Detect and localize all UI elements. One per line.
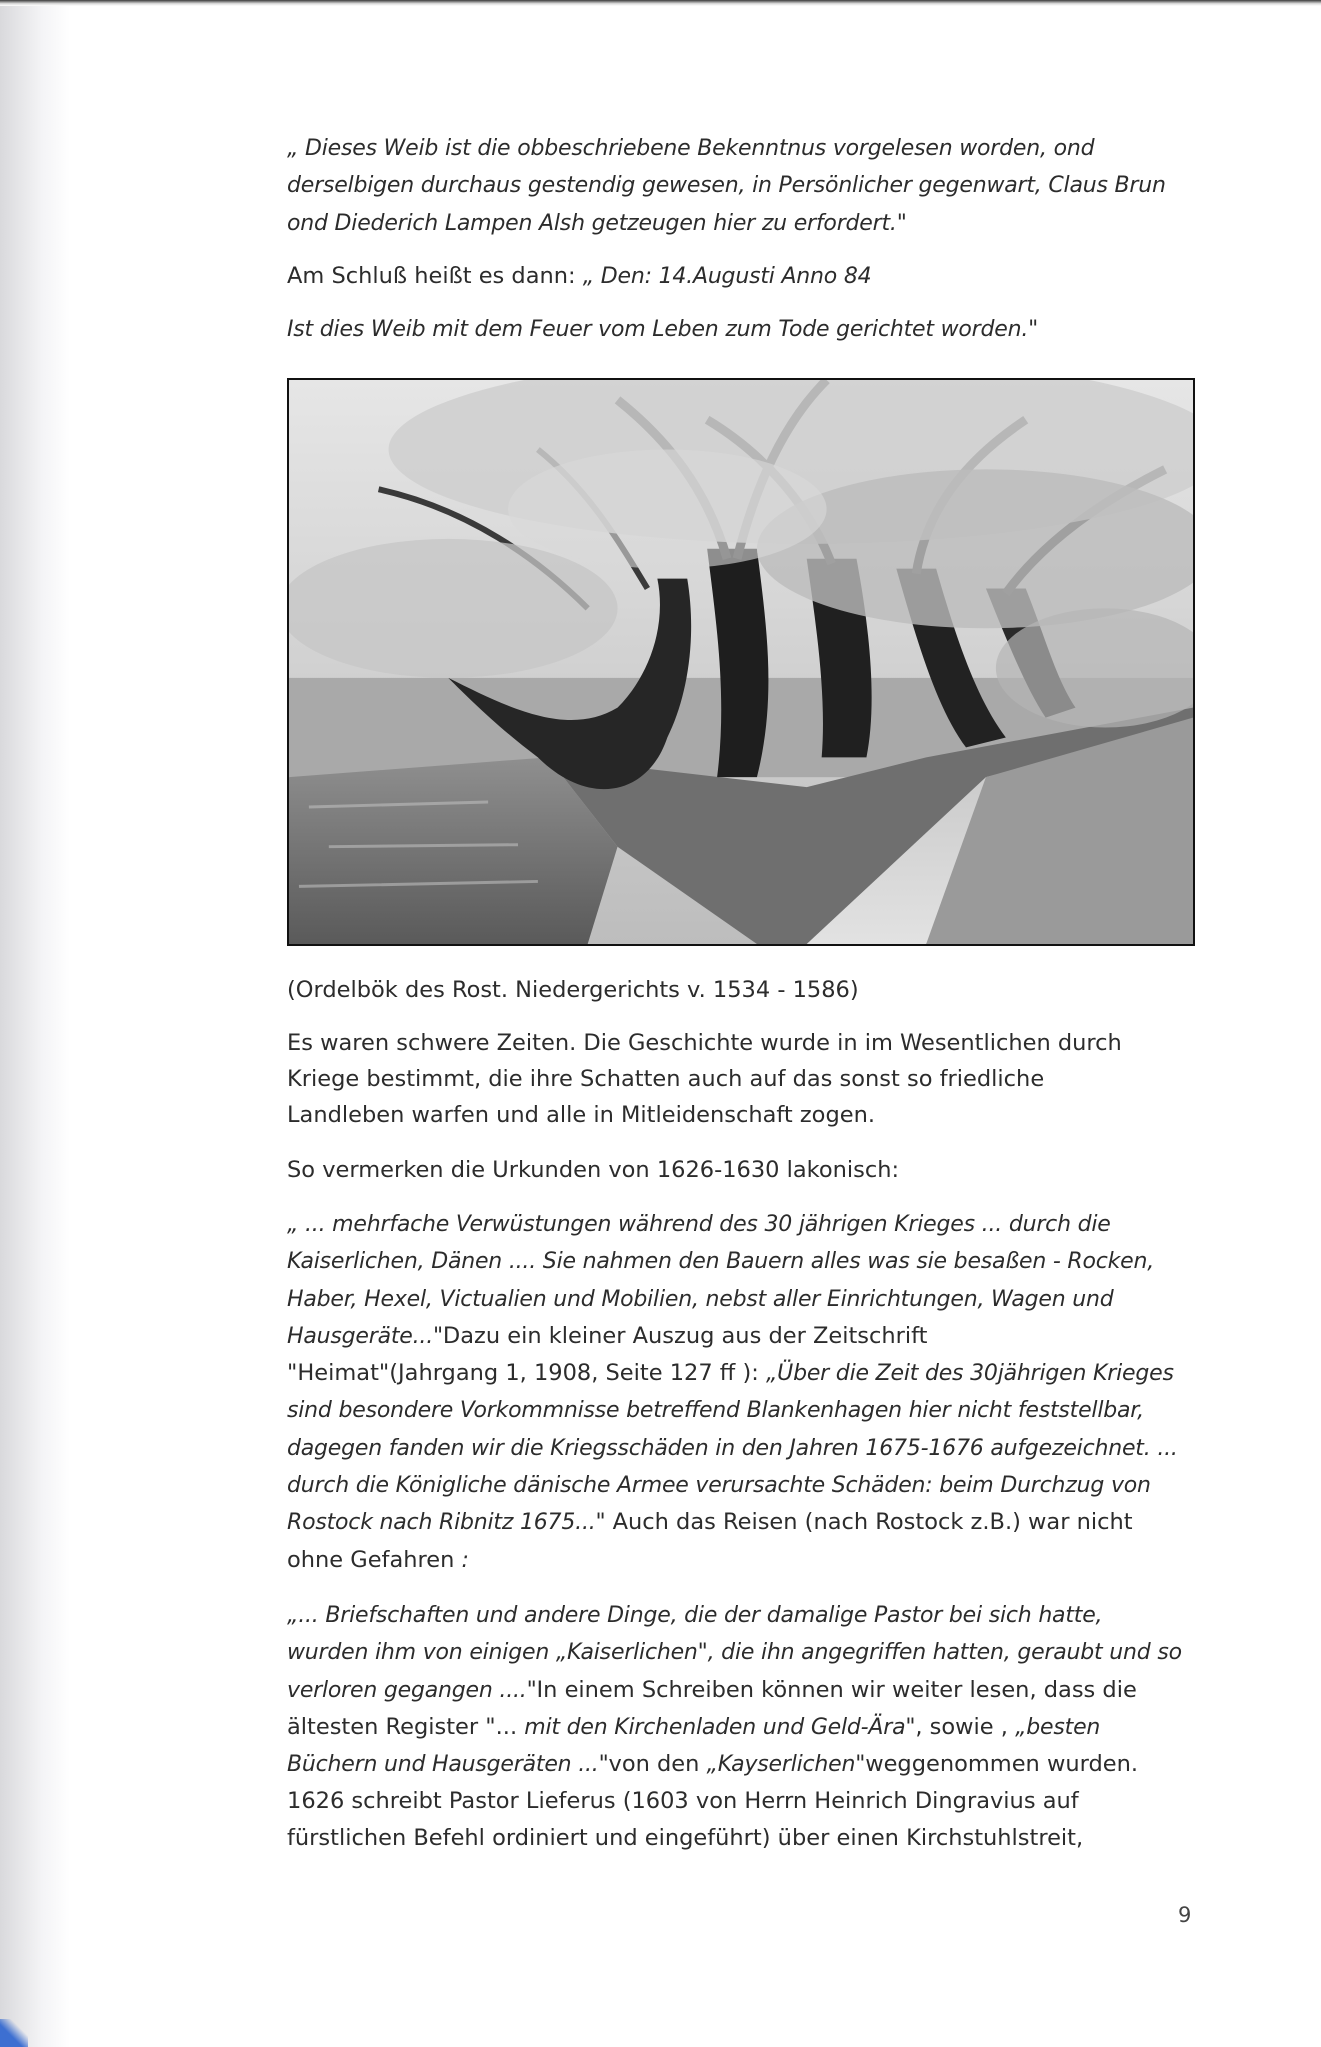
quoted-text: :: [461, 1547, 469, 1573]
text-line: [287, 1672, 1187, 1709]
text-line: [287, 1152, 1187, 1188]
text-line: [287, 1243, 1187, 1280]
scan-corner: [0, 2019, 28, 2047]
text-line: [287, 1392, 1187, 1429]
quoted-text: wurden ihm von einigen „Kaiserlichen", die ihn angegriffen hatten, geraubt und so: [287, 1640, 1182, 1666]
text-line: [287, 1097, 1187, 1133]
photo-caption: (Ordelbök des Rost. Niedergerichts v. 1534 - 1586): [287, 977, 859, 1004]
body-text: Auch das Reisen (nach Rostock z.B.) war nicht: [605, 1509, 1133, 1536]
page-shadow: [0, 0, 70, 2047]
quoted-text: derselbigen durchaus gestendig gewesen, in Persönlicher gegenwart, Claus Brun: [287, 173, 1166, 199]
text-line: [287, 130, 1187, 167]
text-line: [287, 1430, 1187, 1467]
body-text: Es waren schwere Zeiten. Die Geschichte wurde in im Wesentlichen durch: [287, 1029, 1122, 1056]
text-block-top: [287, 130, 1187, 348]
quoted-text: Rostock nach Ribnitz 1675...": [287, 1510, 606, 1536]
text-line: [287, 1025, 1187, 1061]
text-line: [287, 1783, 1187, 1819]
quoted-text: verloren gegangen ....": [287, 1677, 537, 1703]
body-text: "Heimat"(Jahrgang 1, 1908, Seite 127 ff ):: [287, 1360, 766, 1387]
quoted-text: ond Diederich Lampen Alsh getzeugen hier zu erfordert.": [287, 210, 907, 236]
quoted-text: „... Briefschaften und andere Dinge, die der damalige Pastor bei sich hatte,: [287, 1602, 1103, 1628]
text-line: [287, 311, 1187, 348]
body-text: So vermerken die Urkunden von 1626-1630 lakonisch:: [287, 1156, 900, 1183]
text-line: [287, 1709, 1187, 1746]
quoted-text: dagegen fanden wir die Kriegsschäden in den Jahren 1675-1676 aufgezeichnet. ...: [287, 1435, 1178, 1461]
body-text: ohne Gefahren: [287, 1546, 462, 1573]
paragraph-briefschaften: [287, 1597, 1187, 1856]
quoted-text: Hausgeräte...": [287, 1323, 443, 1349]
text-line: [287, 1820, 1187, 1856]
text-line: [287, 1467, 1187, 1504]
quoted-text: „Kayserlichen": [706, 1752, 866, 1778]
quoted-text: Büchern und Hausgeräten ...": [287, 1752, 609, 1778]
text-line: [287, 1746, 1187, 1783]
text-line: [287, 258, 1187, 295]
text-line: [287, 1281, 1187, 1318]
paragraph-feuer: [287, 311, 1187, 348]
text-line: [287, 1542, 1187, 1579]
body-text: von den: [608, 1751, 707, 1778]
body-text: Landleben warfen und alle in Mitleidenschaft zogen.: [287, 1102, 875, 1129]
text-block-bottom: [287, 1025, 1187, 1856]
body-text: In einem Schreiben können wir weiter lesen, dass die: [536, 1676, 1137, 1703]
text-line: [287, 1318, 1187, 1355]
body-text: 1626 schreibt Pastor Lieferus (1603 von Herrn Heinrich Dingravius auf: [287, 1788, 1079, 1815]
quoted-text: Ist dies Weib mit dem Feuer vom Leben zum Tode gerichtet worden.": [287, 317, 1039, 343]
body-text: weggenommen wurden.: [865, 1751, 1139, 1778]
text-line: [287, 205, 1187, 242]
quoted-text: durch die Königliche dänische Armee verursachte Schäden: beim Durchzug von: [287, 1473, 1151, 1499]
paragraph-verwuestungen: [287, 1206, 1187, 1579]
page-edge: [0, 0, 1321, 6]
document-body: [287, 130, 1187, 1856]
body-text: Kriege bestimmt, die ihre Schatten auch auf das sonst so friedliche: [287, 1066, 1045, 1093]
body-text: fürstlichen Befehl ordiniert und eingeführt) über einen Kirchstuhlstreit,: [287, 1824, 1084, 1851]
quoted-text: Kaiserlichen, Dänen .... Sie nahmen den Bauern alles was sie besaßen - Rocken,: [287, 1249, 1155, 1275]
text-line: [287, 1597, 1187, 1634]
text-line: [287, 1504, 1187, 1541]
page-number: 9: [1178, 1903, 1192, 1927]
body-text: ältesten Register "...: [287, 1713, 525, 1740]
text-line: [287, 167, 1187, 204]
text-line: [287, 1634, 1187, 1671]
quoted-text: „Über die Zeit des 30jährigen Krieges: [765, 1361, 1174, 1387]
photo-image: [289, 380, 1193, 944]
paragraph-urkunden: [287, 1152, 1187, 1188]
body-text: Dazu ein kleiner Auszug aus der Zeitschrift: [442, 1322, 928, 1349]
body-text: , sowie ,: [915, 1713, 1016, 1740]
text-line: [287, 1061, 1187, 1097]
photo-willows: [287, 378, 1195, 946]
quoted-text: „ Den: 14.Augusti Anno 84: [582, 263, 872, 289]
body-text: Am Schluß heißt es dann:: [287, 262, 583, 289]
quoted-text: mit den Kirchenladen und Geld-Ära": [524, 1714, 916, 1740]
quoted-text: sind besondere Vorkommnisse betreffend Blankenhagen hier nicht feststellbar,: [287, 1398, 1144, 1424]
quoted-text: „ ... mehrfache Verwüstungen während des 30 jährigen Krieges ... durch die: [287, 1211, 1111, 1237]
paragraph-zeiten: [287, 1025, 1187, 1134]
text-line: [287, 1206, 1187, 1243]
quoted-text: „ Dieses Weib ist die obbeschriebene Bekenntnus vorgelesen worden, ond: [287, 136, 1095, 161]
paragraph-quote1: [287, 130, 1187, 242]
quoted-text: Haber, Hexel, Victualien und Mobilien, nebst aller Einrichtungen, Wagen und: [287, 1286, 1114, 1312]
text-line: [287, 1355, 1187, 1392]
quoted-text: „besten: [1015, 1714, 1101, 1740]
paragraph-schluss: [287, 258, 1187, 295]
